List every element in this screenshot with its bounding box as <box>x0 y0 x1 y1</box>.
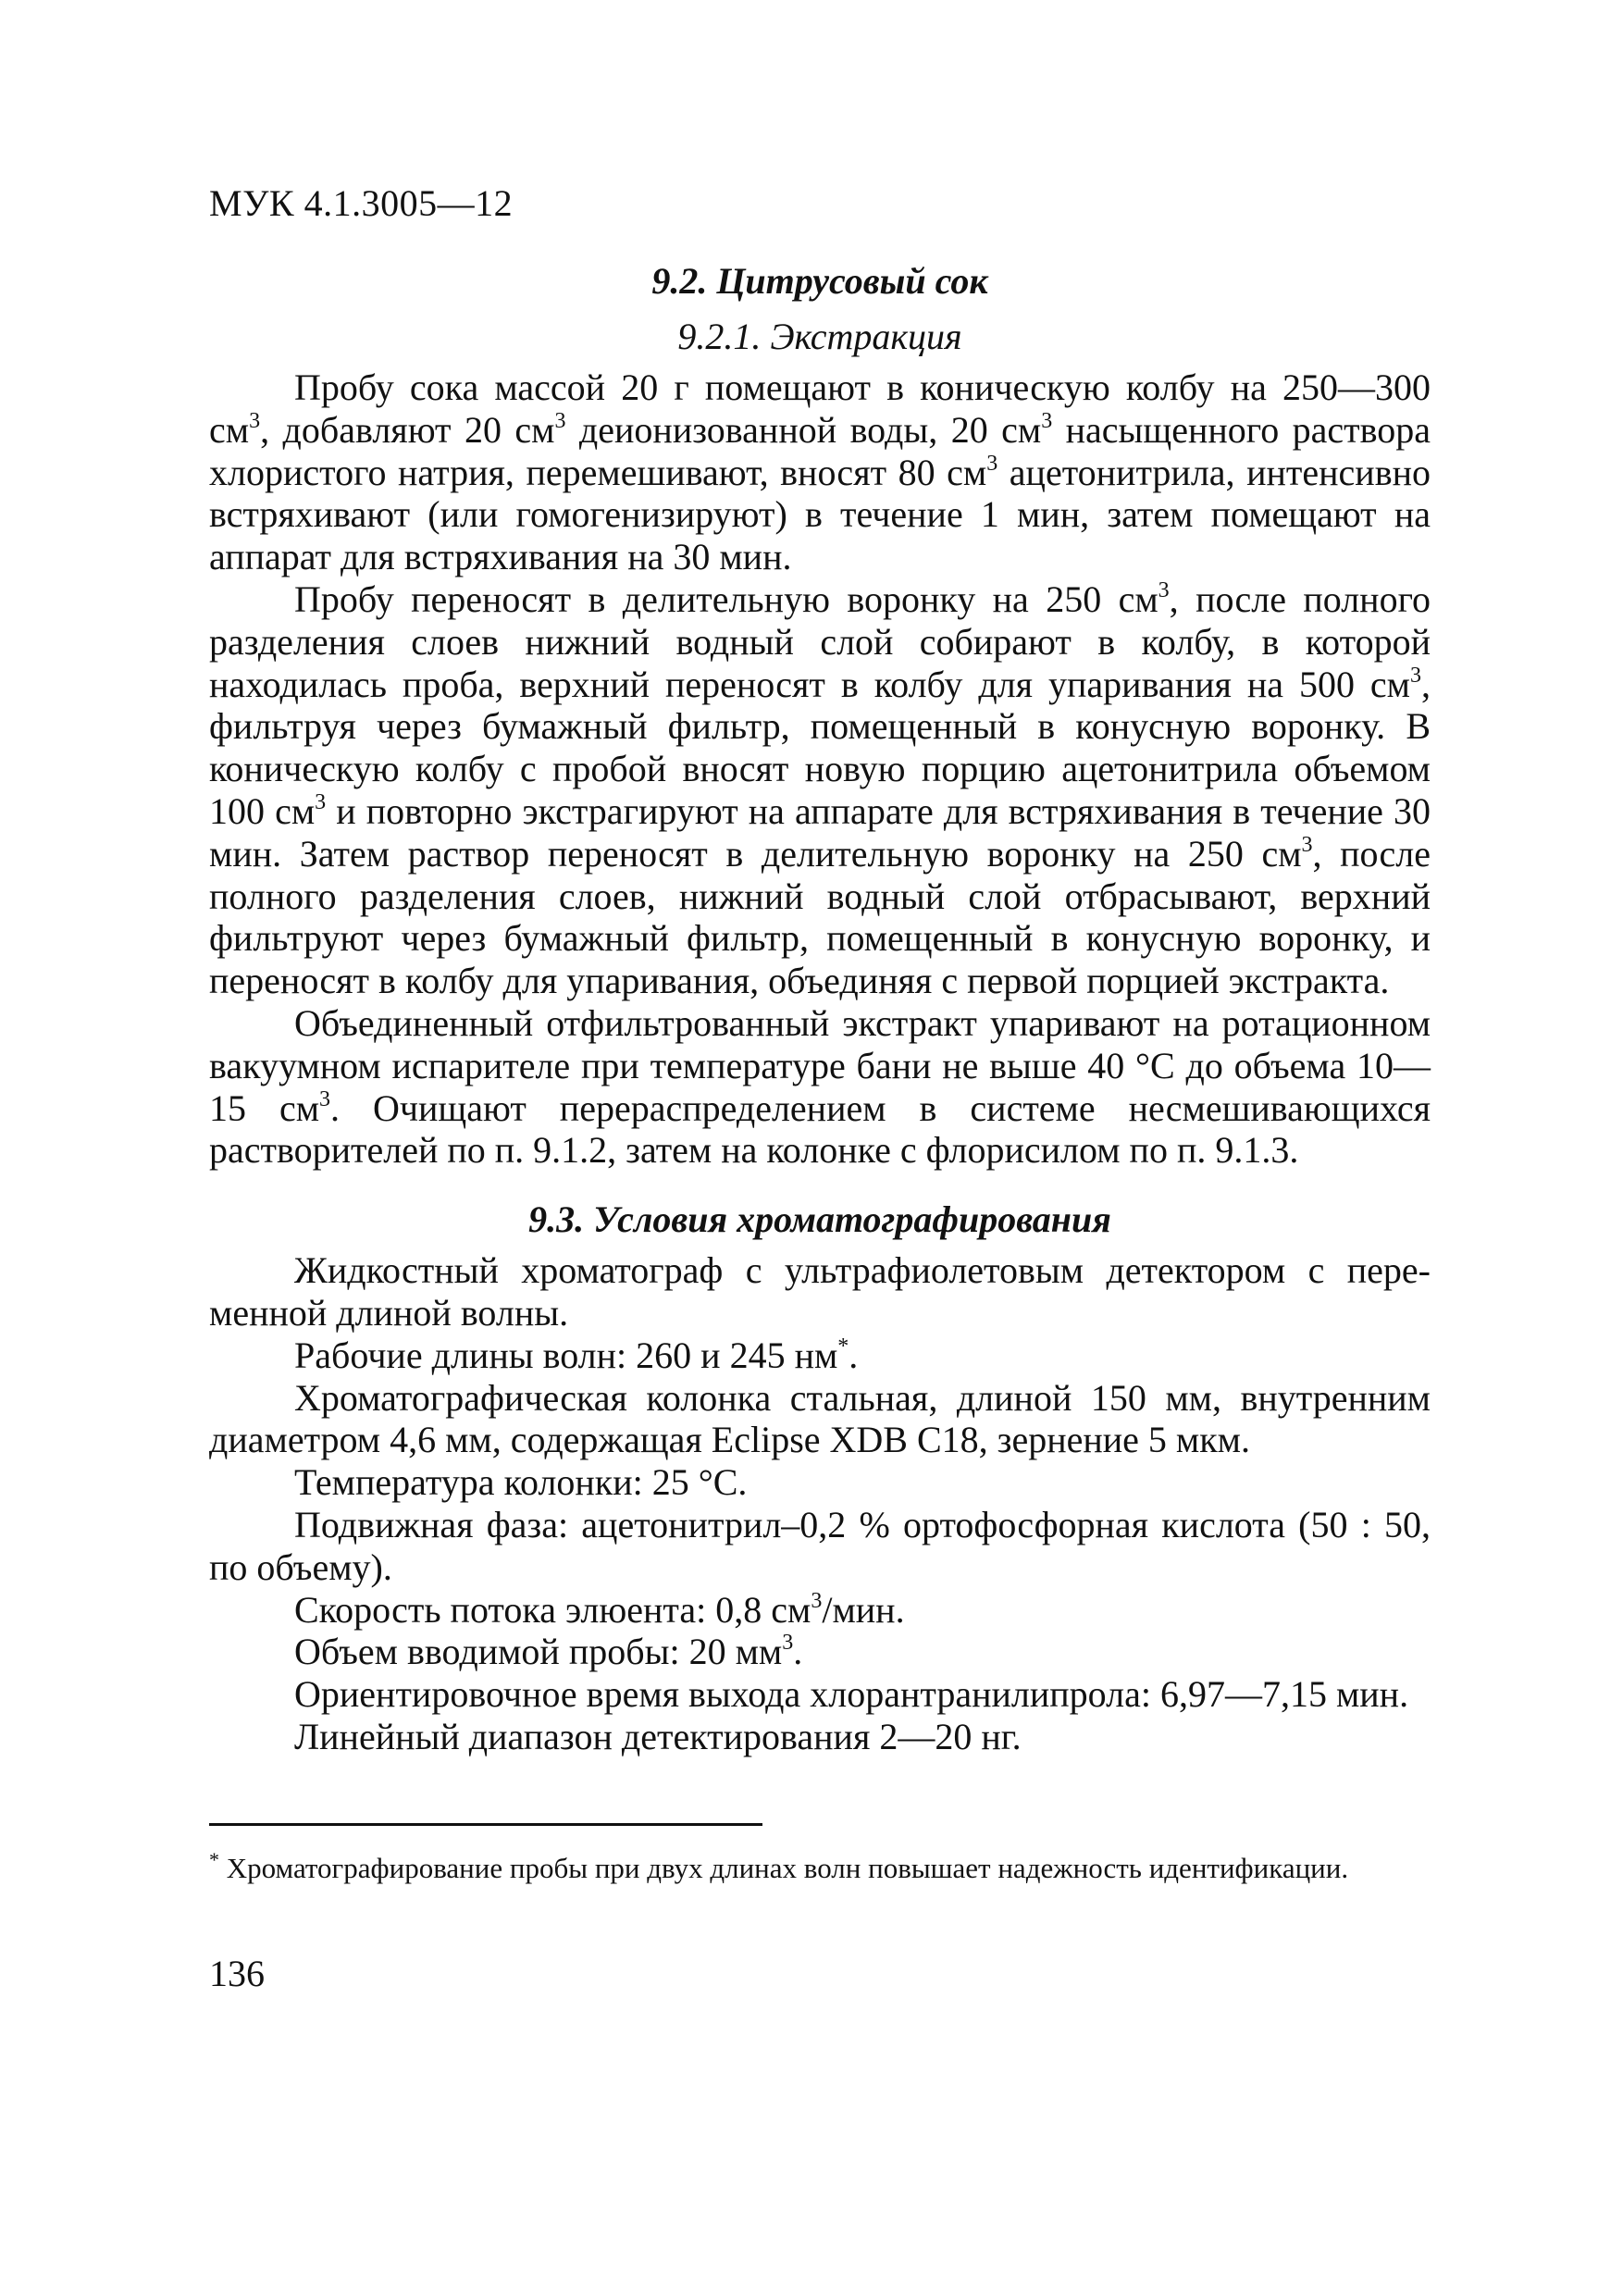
paragraph-retention-time: Ориентировочное время выхода хлорантранилипрола: 6,97—7,15 мин. <box>294 1673 1409 1716</box>
subsection-title-extraction: 9.2.1. Экстракция <box>677 316 962 357</box>
document-page <box>209 181 1431 1996</box>
footnote: * Хроматографирование пробы при двух длинах волн повышает надежность идентификации. <box>209 1847 1349 1884</box>
paragraph-flow-rate: Скорость потока элюента: 0,8 $см^3$/мин. <box>294 1588 905 1631</box>
footnote-divider <box>209 1823 762 1826</box>
footnote-marker: * <box>209 1847 219 1871</box>
paragraph-instrument: Жидкостный хроматограф с ультрафиолетовым детектором с переменной длиной волны. <box>209 1249 1431 1334</box>
document-code: МУК 4.1.3005—12 <box>209 182 514 224</box>
paragraph-column-temperature: Температура колонки: 25 °С. <box>294 1461 748 1504</box>
paragraph-injection-volume: Объем вводимой пробы: 20 $мм^3$. <box>294 1631 803 1673</box>
paragraph-linear-range: Линейный диапазон детектирования 2—20 нг. <box>294 1715 1022 1757</box>
paragraph-evaporation: Объединенный отфильтрованный экстракт упаривают на ротационном вакуумном испарителе при температуре бани не выше 40 °С до объема 10—15 $см^3$. Очищают перераспределением в системе несмешивающихся растворителей по п. 9.1.2, затем на колонке с флорисилом по п. 9.1.3. <box>209 1001 1431 1172</box>
paragraph-wavelengths: Рабочие длины волн: 260 и 245 нм*. <box>294 1334 859 1376</box>
paragraph-separation: Пробу переносят в делительную воронку на 250 $см^3$, после полного разделения слоев нижний водный слой собирают в колбу, в которой находилась проба, верхний переносят в колбу для упаривания на 500 $см^3$, фильтруя через бумажный фильтр, помещенный в конусную воронку. В коническую колбу с пробой вносят новую порцию ацетонитрила объемом 100 $см^3$ и повторно экстрагируют на аппарате для встряхивания в течение 30 мин. Затем раствор переносят в делительную воронку на 250 $см^3$, после полного разделения слоев, нижний водный слой отбрасывают, верхний фильтруют через бумажный фильтр, помещенный в конусную воронку, и переносят в колбу для упаривания, объединяя с первой порцией экстракта. <box>209 577 1431 1002</box>
paragraph-mobile-phase: Подвижная фаза: ацетонитрил–0,2 % ортофосфорная кислота (50 : 50, по объему). <box>209 1503 1431 1588</box>
paragraph-column: Хроматографическая колонка стальная, длиной 150 мм, внутренним диаметром 4,6 мм, содержащая Eclipse XDB C18, зернение 5 мкм. <box>209 1376 1431 1461</box>
section-title-citrus-juice: 9.2. Цитрусовый сок <box>651 260 988 302</box>
section-title-chromatography-conditions: 9.3. Условия хроматографирования <box>528 1198 1111 1241</box>
page-number: 136 <box>209 1952 265 1994</box>
footnote-reference: * <box>837 1334 849 1359</box>
paragraph-sample-preparation: Пробу сока массой 20 г помещают в коническую колбу на 250—300 $см^3$, добавляют 20 $см^3$ деионизованной воды, 20 $см^3$ насыщенного раствора хлористого натрия, перемешивают, вносят 80 $см^3$ ацетонитрила, интенсивно встряхивают (или гомогенизируют) в течение 1 мин, затем помещают на аппарат для встряхивания на 30 мин. <box>209 366 1431 578</box>
